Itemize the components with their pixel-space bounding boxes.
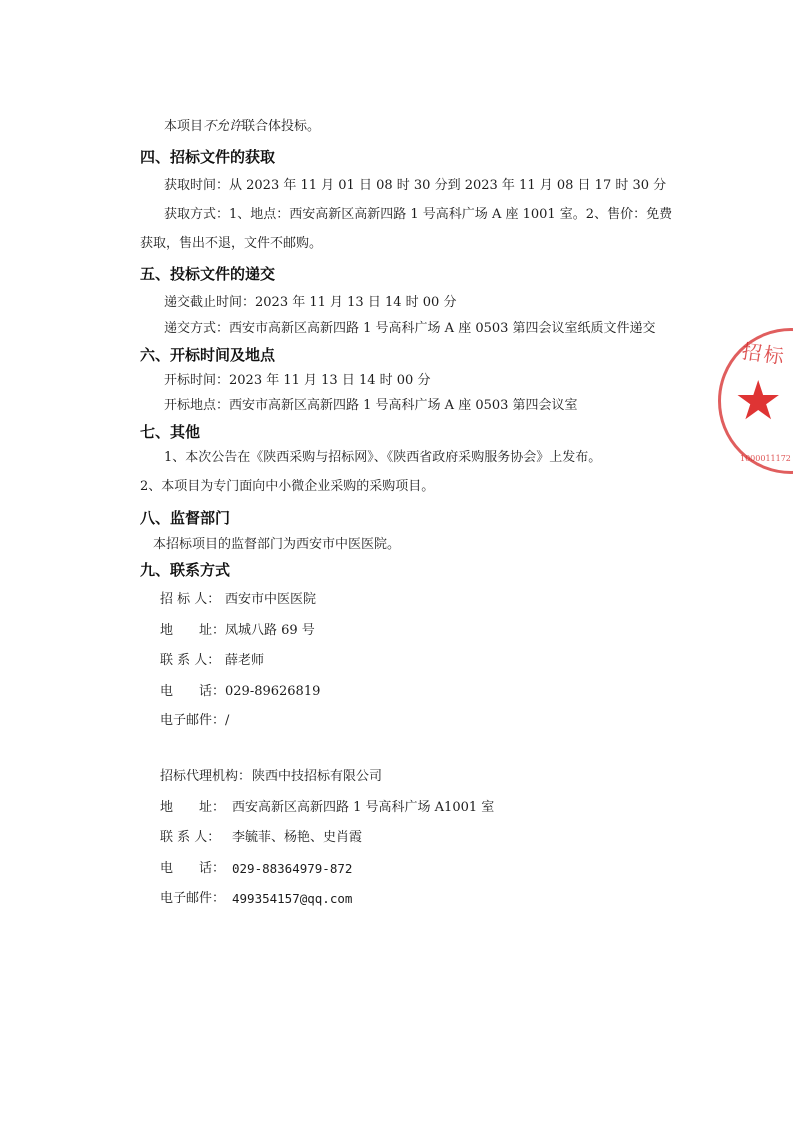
intro-text-emphasis: 不允许 bbox=[203, 119, 243, 134]
agency-address: 西安高新区高新四路 1 号高科广场 A1001 室 bbox=[232, 800, 495, 815]
agency-address-label: 地 址： bbox=[160, 800, 226, 815]
seal-star-icon: ★ bbox=[734, 369, 783, 432]
intro-text-pre: 本项目 bbox=[164, 119, 204, 134]
buyer-name-label: 招 标 人： bbox=[160, 592, 221, 607]
section-9-heading: 九、联系方式 bbox=[140, 561, 231, 579]
agency-contact: 李毓菲、杨艳、史肖霞 bbox=[232, 830, 363, 845]
s6-time: 开标时间：2023 年 11 月 13 日 14 时 00 分 bbox=[164, 373, 431, 388]
section-7-heading: 七、其他 bbox=[140, 423, 201, 441]
section-5-heading: 五、投标文件的递交 bbox=[140, 265, 276, 283]
buyer-tel-label: 电 话： bbox=[160, 684, 226, 699]
buyer-name: 西安市中医医院 bbox=[225, 592, 317, 607]
s7-item2: 2、本项目为专门面向中小微企业采购的采购项目。 bbox=[140, 479, 435, 494]
s7-item1: 1、本次公告在《陕西采购与招标网》、《陕西省政府采购服务协会》上发布。 bbox=[164, 450, 602, 465]
s4-method-line2: 获取，售出不退，文件不邮购。 bbox=[140, 236, 323, 251]
buyer-address-label: 地 址： bbox=[160, 623, 226, 638]
s8-text: 本招标项目的监督部门为西安市中医医院。 bbox=[153, 537, 401, 552]
s4-time: 获取时间：从 2023 年 11 月 01 日 08 时 30 分到 2023 年 11 月 08 日 17 时 30 分 bbox=[164, 178, 667, 193]
seal-number: 1000011172 bbox=[740, 454, 791, 463]
s5-method: 递交方式：西安市高新区高新四路 1 号高科广场 A 座 0503 第四会议室纸质文件递交 bbox=[164, 321, 656, 336]
section-4-heading: 四、招标文件的获取 bbox=[140, 148, 276, 166]
agency-name-label: 招标代理机构： bbox=[160, 769, 252, 784]
intro-paragraph bbox=[164, 118, 320, 136]
agency-email: 499354157@qq.com bbox=[232, 891, 353, 906]
official-seal bbox=[718, 318, 793, 482]
seal-text: 招标 bbox=[740, 339, 788, 369]
agency-name: 陕西中技招标有限公司 bbox=[252, 769, 383, 784]
s4-method-line1: 获取方式：1、地点：西安高新区高新四路 1 号高科广场 A 座 1001 室。2、售价：免费 bbox=[164, 207, 673, 222]
buyer-email: / bbox=[225, 713, 230, 728]
buyer-contact-label: 联 系 人： bbox=[160, 653, 221, 668]
s6-place: 开标地点：西安市高新区高新四路 1 号高科广场 A 座 0503 第四会议室 bbox=[164, 398, 578, 413]
agency-tel-label: 电 话： bbox=[160, 861, 226, 876]
agency-tel: 029-88364979-872 bbox=[232, 861, 353, 876]
s5-deadline: 递交截止时间：2023 年 11 月 13 日 14 时 00 分 bbox=[164, 295, 457, 310]
agency-contact-label: 联 系 人： bbox=[160, 830, 221, 845]
section-8-heading: 八、监督部门 bbox=[140, 509, 231, 527]
buyer-email-label: 电子邮件： bbox=[160, 713, 226, 728]
section-6-heading: 六、开标时间及地点 bbox=[140, 346, 276, 364]
buyer-contact: 薛老师 bbox=[225, 653, 265, 668]
intro-text-post: 联合体投标。 bbox=[242, 119, 321, 134]
buyer-tel: 029-89626819 bbox=[225, 684, 321, 699]
agency-email-label: 电子邮件： bbox=[160, 891, 226, 906]
buyer-address: 凤城八路 69 号 bbox=[225, 623, 315, 638]
